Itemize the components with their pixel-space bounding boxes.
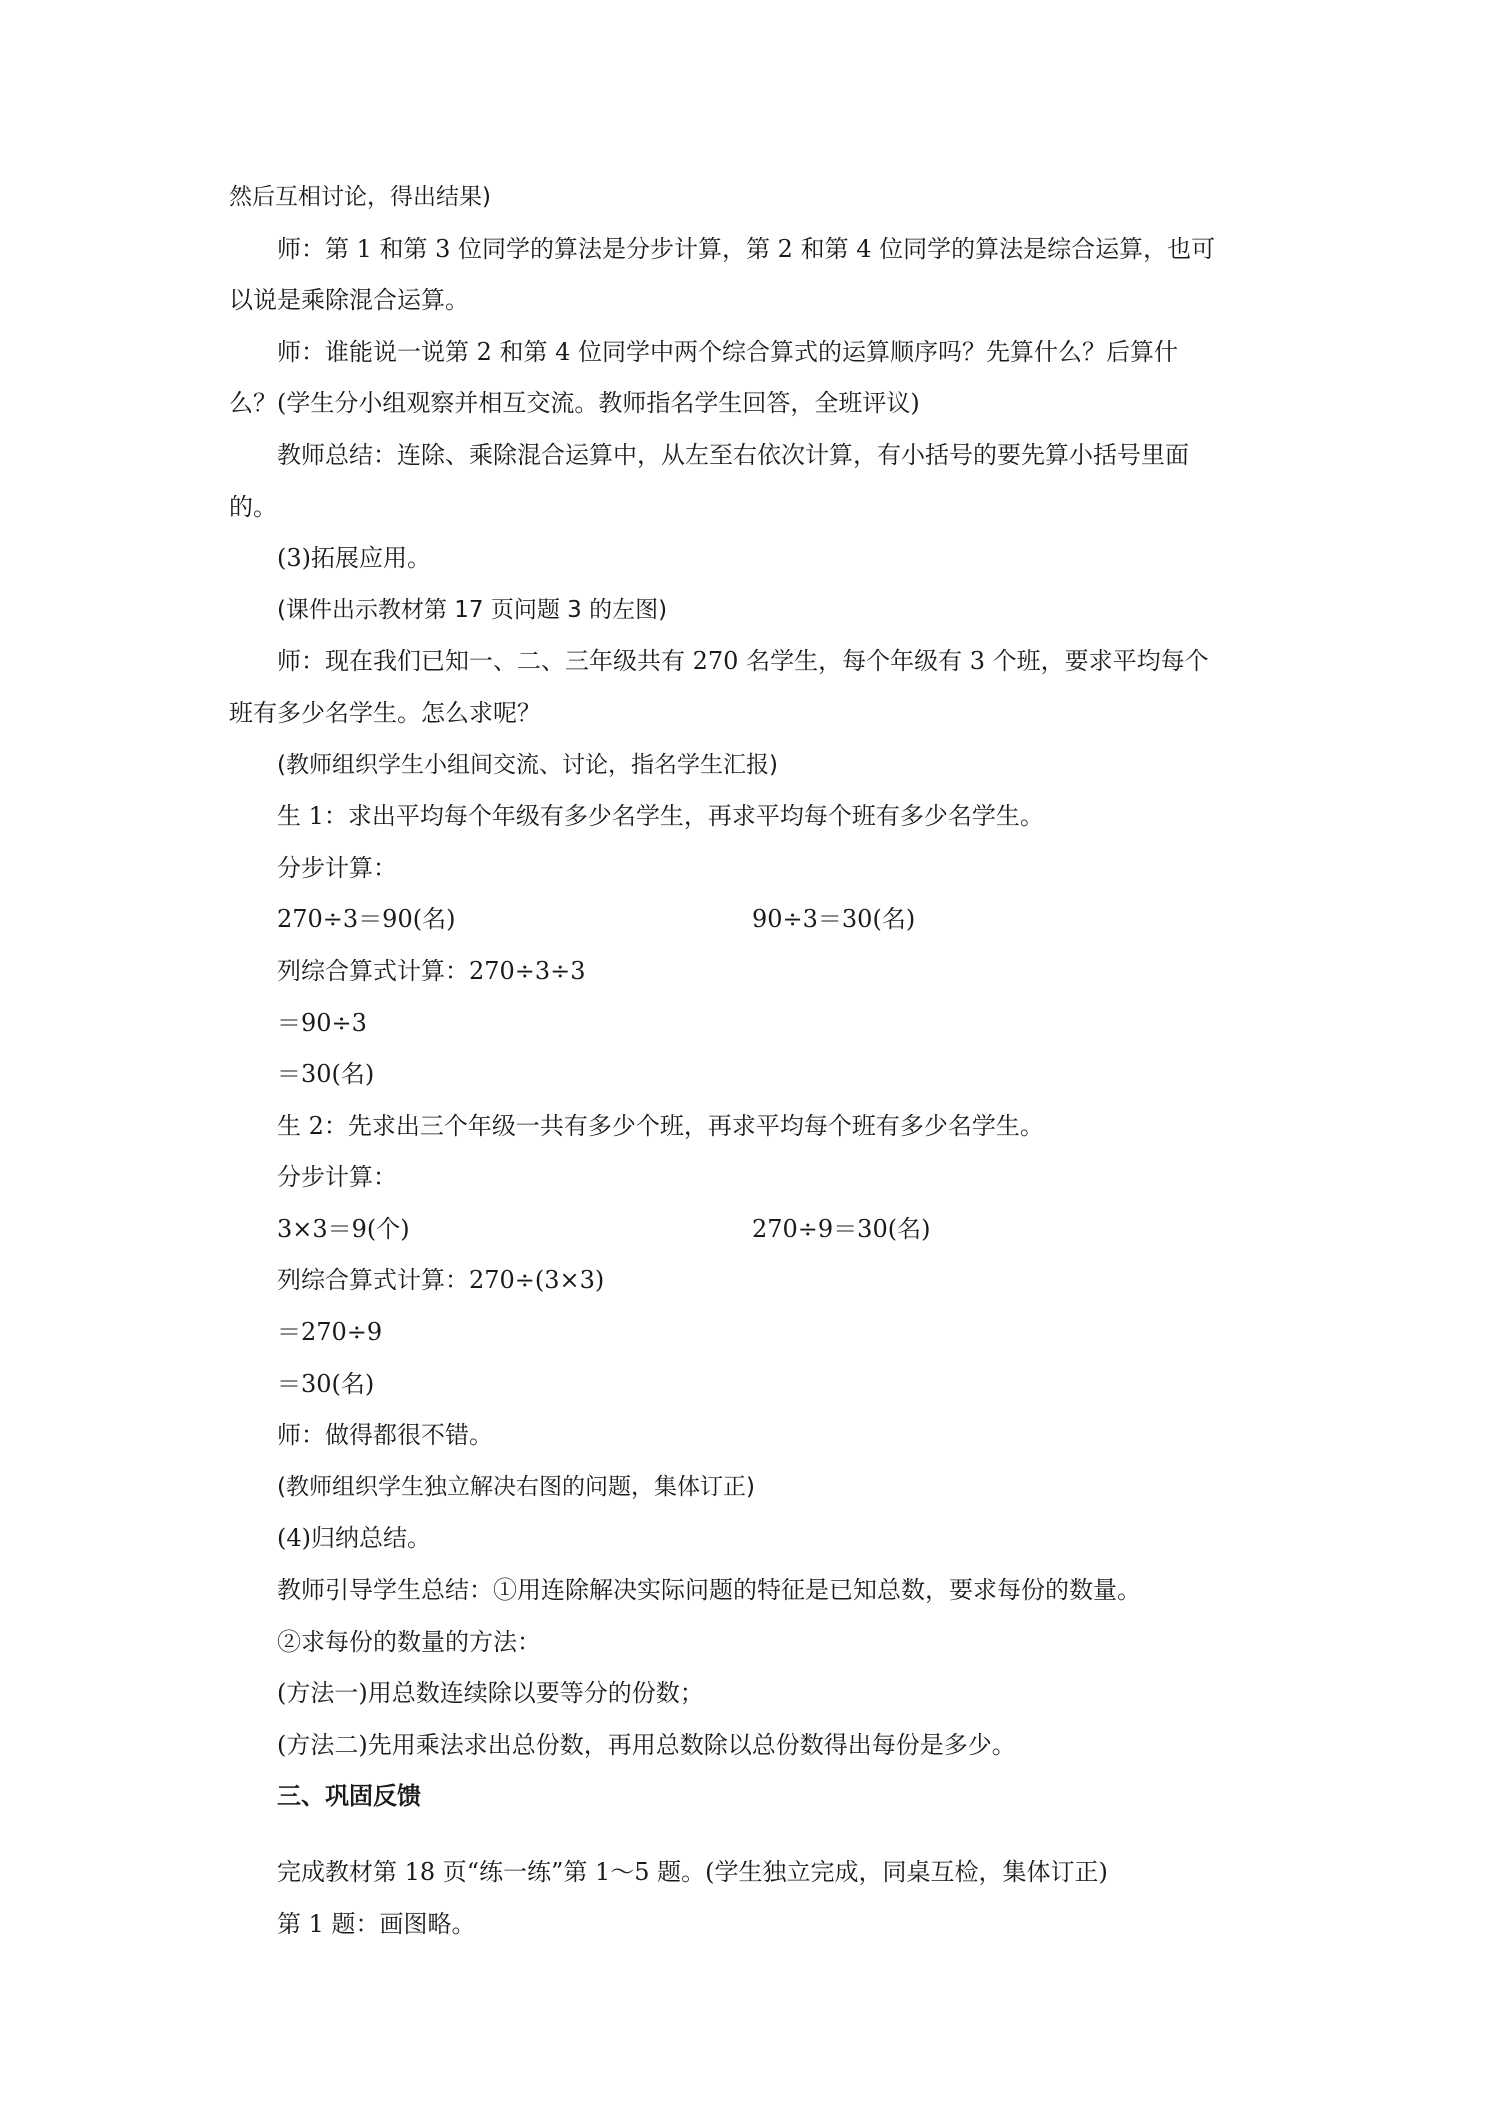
calculation-row (229, 894, 1269, 946)
paragraph-line: 生 2：先求出三个年级一共有多少个班，再求平均每个班有多少名学生。 (277, 1111, 1044, 1140)
paragraph-line: 么？(学生分小组观察并相互交流。教师指名学生回答，全班评议) (229, 389, 920, 418)
calculation-row (229, 1204, 1269, 1256)
paragraph-line: (教师组织学生独立解决右图的问题，集体订正) (277, 1473, 755, 1500)
paragraph-line: ＝30(名) (277, 1369, 375, 1398)
paragraph-line: 第 1 题：画图略。 (277, 1909, 476, 1938)
paragraph-line: (课件出示教材第 17 页问题 3 的左图) (277, 596, 668, 623)
paragraph-line: 分步计算： (277, 853, 397, 882)
document-body (229, 172, 1269, 1950)
paragraph-line: 师：现在我们已知一、二、三年级共有 270 名学生，每个年级有 3 个班，要求平均每个 (277, 647, 1209, 676)
paragraph-line: 生 1：求出平均每个年级有多少名学生，再求平均每个班有多少名学生。 (277, 802, 1044, 831)
paragraph-line: (教师组织学生小组间交流、讨论，指名学生汇报) (277, 751, 778, 778)
section-heading: 三、巩固反馈 (277, 1782, 421, 1811)
paragraph-line: 师：第 1 和第 3 位同学的算法是分步计算，第 2 和第 4 位同学的算法是综合运算，也可 (277, 234, 1216, 263)
paragraph-line: (方法一)用总数连续除以要等分的份数； (277, 1679, 704, 1708)
calculation-step: 270÷9＝30(名) (752, 1214, 931, 1243)
paragraph-line: 然后互相讨论，得出结果) (229, 184, 491, 210)
paragraph-line: 师：做得都很不错。 (277, 1421, 493, 1450)
paragraph-line: ＝90÷3 (277, 1008, 367, 1037)
paragraph-line: 完成教材第 18 页“练一练”第 1～5 题。(学生独立完成，同桌互检，集体订正) (277, 1858, 1108, 1886)
calculation-step: 3×3＝9(个) (277, 1214, 410, 1243)
paragraph-line: 分步计算： (277, 1163, 397, 1192)
calculation-step: 90÷3＝30(名) (752, 905, 916, 934)
paragraph-line: 列综合算式计算：270÷(3×3) (277, 1266, 605, 1295)
spacer (229, 1823, 1269, 1847)
subsection-title: (4)归纳总结。 (277, 1524, 431, 1553)
paragraph-line: 班有多少名学生。怎么求呢？ (229, 698, 541, 727)
calculation-step: 270÷3＝90(名) (277, 905, 456, 934)
paragraph-line: ＝270÷9 (277, 1318, 383, 1347)
paragraph-line: 的。 (229, 492, 277, 521)
paragraph-line: 以说是乘除混合运算。 (229, 286, 469, 315)
paragraph-line: 列综合算式计算：270÷3÷3 (277, 956, 586, 985)
paragraph-line: ②求每份的数量的方法： (277, 1627, 541, 1656)
paragraph-line: 教师总结：连除、乘除混合运算中，从左至右依次计算，有小括号的要先算小括号里面 (277, 440, 1189, 469)
paragraph-line: 师：谁能说一说第 2 和第 4 位同学中两个综合算式的运算顺序吗？先算什么？后算什 (277, 337, 1179, 366)
paragraph-line: ＝30(名) (277, 1060, 375, 1089)
paragraph-line: (方法二)先用乘法求出总份数，再用总数除以总份数得出每份是多少。 (277, 1730, 1016, 1759)
subsection-title: (3)拓展应用。 (277, 544, 431, 573)
paragraph-line: 教师引导学生总结：①用连除解决实际问题的特征是已知总数，要求每份的数量。 (277, 1576, 1141, 1605)
